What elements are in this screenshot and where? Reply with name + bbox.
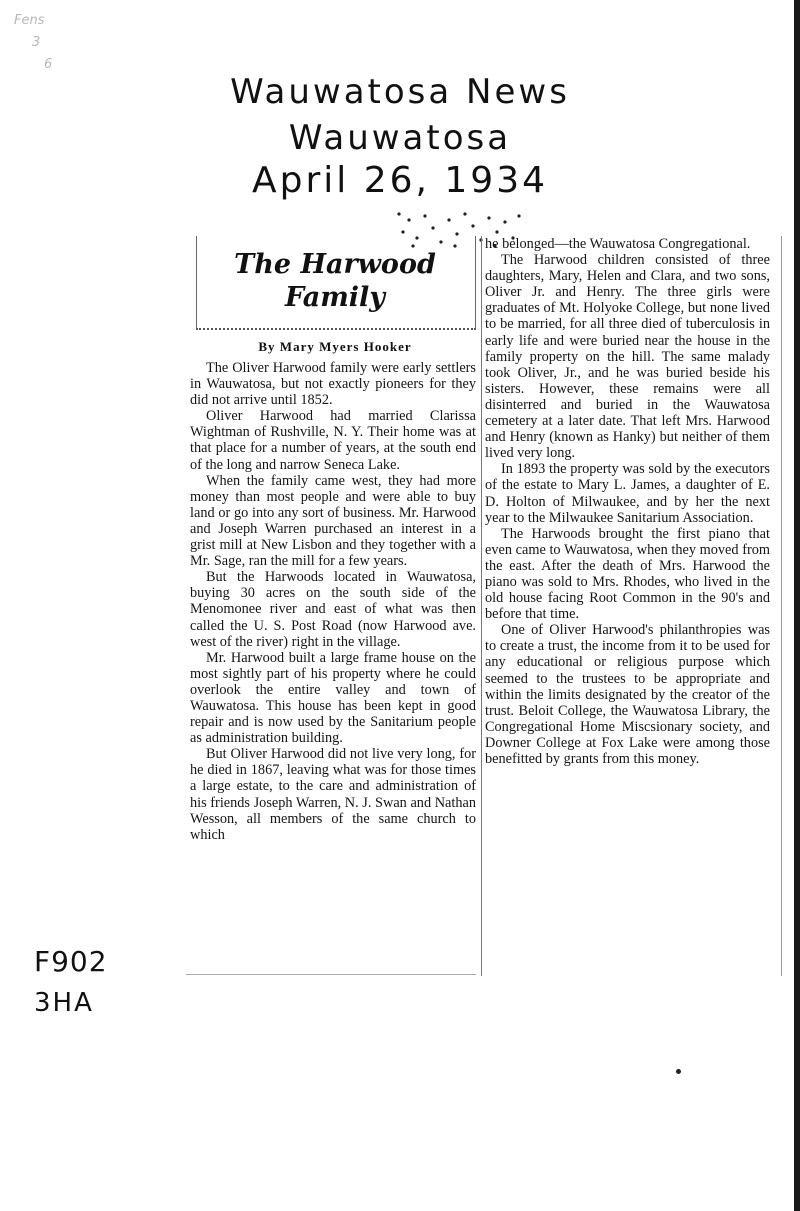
paragraph: But Oliver Harwood did not live very long, for he died in 1867, leaving what was for those times a large estate, to the care and administration of his friends Joseph Warren, N. J. Swan and Nathan Wesson, all members of the same church to which — [190, 746, 476, 843]
paragraph: In 1893 the property was sold by the executors of the estate to Mary L. James, a daughter of E. D. Holton of Milwaukee, and by her the next year to the Milwaukee Sanitarium Association. — [485, 461, 770, 526]
handwritten-place: Wauwatosa — [288, 118, 512, 158]
scan-edge — [794, 0, 800, 1211]
margin-note-shelf: 3HA — [34, 988, 94, 1018]
headline-line: The Harwood — [234, 249, 436, 280]
paragraph: The Harwoods brought the first piano that even came to Wauwatosa, when they moved from the east. After the death of Mrs. Harwood the piano was sold to Mrs. Rhodes, who lived in the old house facing Root Common in the 90's and before that time. — [485, 525, 770, 623]
right-column — [485, 236, 770, 767]
paragraph: Oliver Harwood had married Clarissa Wightman of Rushville, N. Y. Their home was at that place for a number of years, at the south end of the long and narrow Seneca Lake. — [190, 408, 476, 473]
article-byline: By Mary Myers Hooker — [258, 339, 412, 354]
handwritten-date: April 26, 1934 — [251, 160, 549, 201]
paragraph: Mr. Harwood built a large frame house on the most sightly part of his property where he could overlook the entire valley and town of Wauwatosa. This house has been kept in good repair and is now used by the Sanitarium people as administration building. — [190, 649, 476, 747]
corner-note: Fens — [14, 13, 45, 28]
paragraph: When the family came west, they had more money than most people and were able to buy land or go into any sort of business. Mr. Harwood and Joseph Warren purchased an interest in a grist mill at New Lisbon and they together with a Mr. Sage, ran the mill for a few years. — [190, 472, 476, 570]
paragraph: The Harwood children consisted of three daughters, Mary, Helen and Clara, and two sons, Oliver Jr. and Henry. The three girls were graduates of Mt. Holyoke College, but none lived to be married, for all three died of tuberculosis in early life and were buried near the house in the family property on the hill. The same malady took Oliver, Jr., and he was buried beside his sisters. However, these remains were all disinterred and buried in the Wauwatosa cemetery at a later date. That left Mrs. Harwood and Henry (known as Hanky) but neither of them lived very long. — [485, 252, 770, 462]
left-column — [190, 360, 476, 843]
paragraph: But the Harwoods located in Wauwatosa, buying 30 acres on the south side of the Menomonee river and east of what was then called the U. S. Post Road (now Harwood ave. west of the river) right in the village. — [190, 569, 476, 650]
corner-pencil-notes — [14, 10, 104, 76]
right-border — [781, 236, 782, 976]
paragraph: he belonged—the Wauwatosa Congregational. — [485, 236, 751, 252]
paragraph: The Oliver Harwood family were early settlers in Wauwatosa, but not exactly pioneers for they did not arrive until 1852. — [190, 360, 476, 409]
handwritten-publication: Wauwatosa News — [230, 72, 570, 112]
article-headline — [196, 248, 474, 314]
bottom-rule — [186, 974, 476, 975]
paragraph: One of Oliver Harwood's philanthropies was to create a trust, the income from it to be used for any educational or religious purpose which seemed to the trustees to be appropriate and within the limits designated by the creator of the trust. Beloit College, the Wauwatosa Library, the Congregational Home Miscsionary society, and Downer College at Fox Lake were among those benefitted by grants from this money. — [485, 622, 770, 767]
corner-note: 6 — [44, 57, 53, 72]
headline-line: Family — [285, 282, 385, 313]
corner-note: 3 — [32, 35, 41, 50]
column-divider — [481, 236, 482, 976]
stray-mark — [676, 1069, 681, 1074]
margin-note-catalog: F902 — [34, 945, 108, 978]
